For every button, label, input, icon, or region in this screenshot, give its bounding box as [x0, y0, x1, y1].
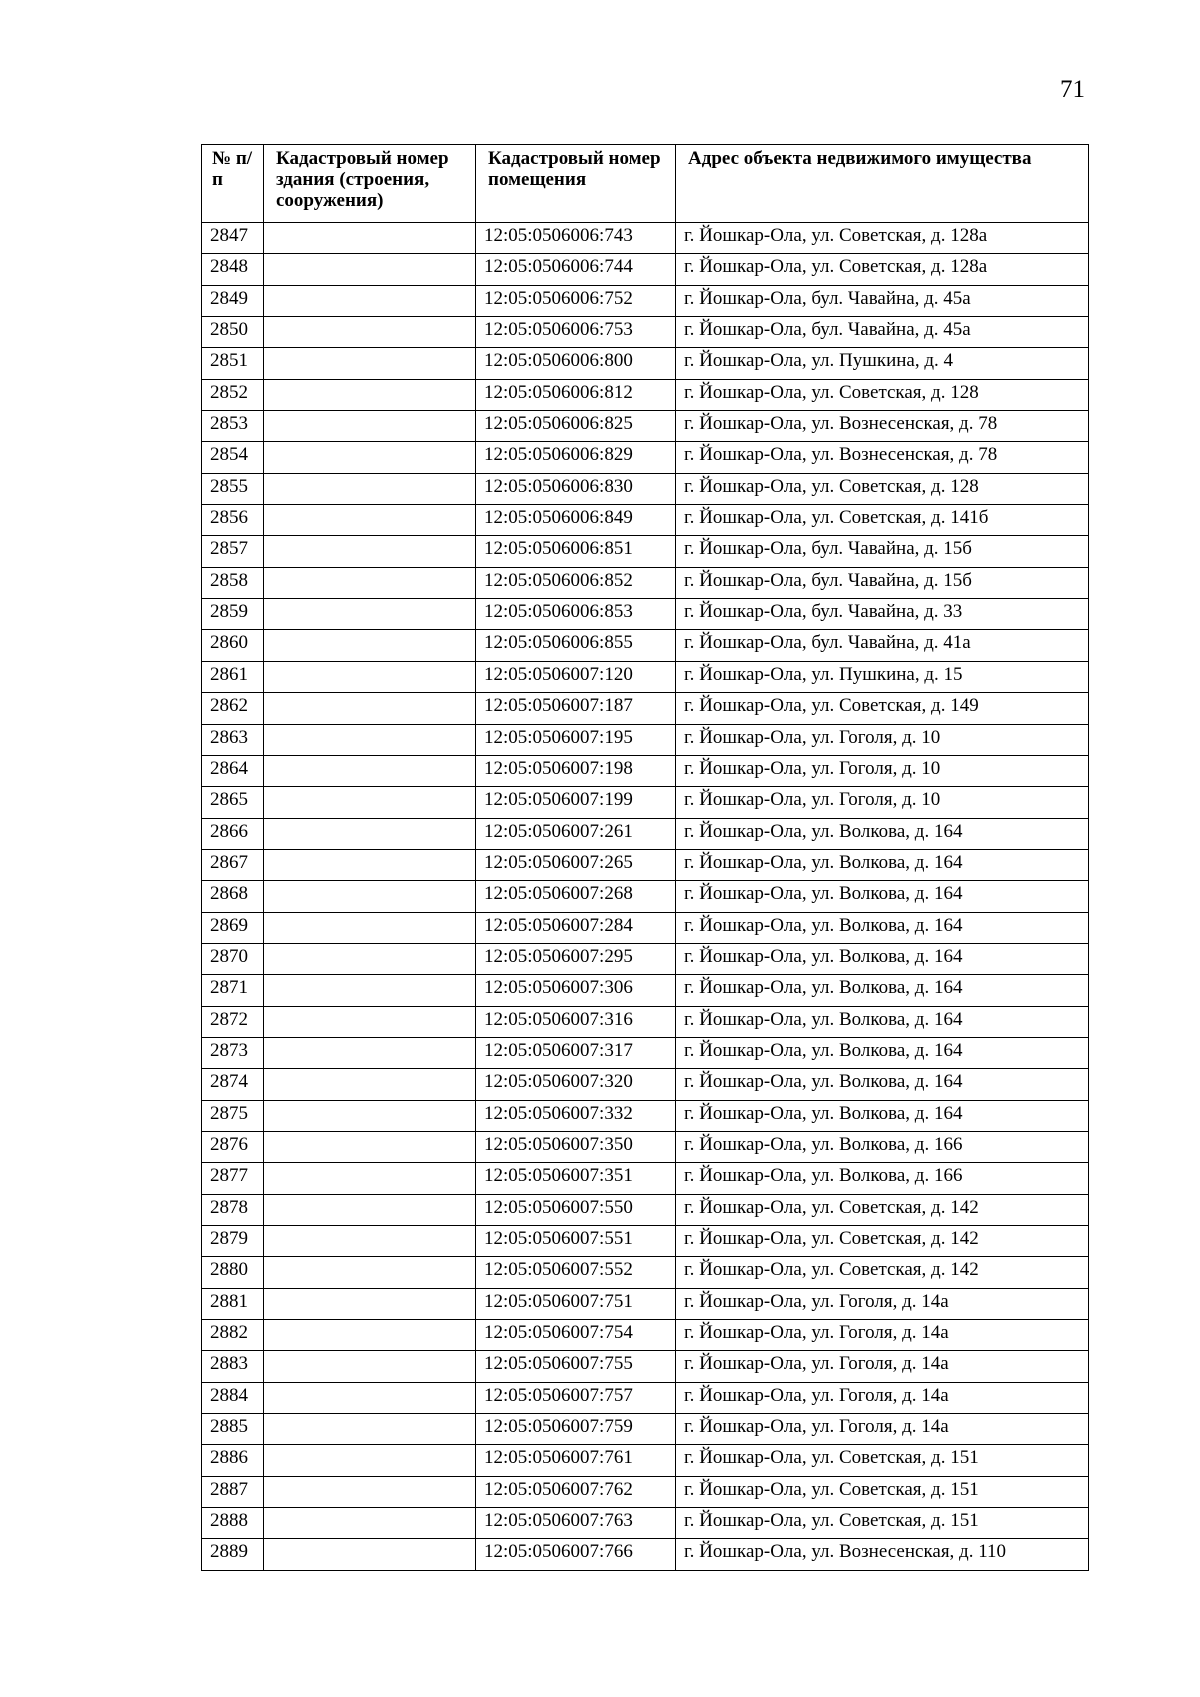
room-cadastral-cell: 12:05:0506007:763 — [476, 1508, 676, 1539]
table-row — [202, 317, 1089, 348]
building-cadastral-cell — [264, 254, 476, 285]
room-cadastral-cell: 12:05:0506006:812 — [476, 379, 676, 410]
room-cadastral-cell: 12:05:0506007:755 — [476, 1351, 676, 1382]
room-cadastral-cell: 12:05:0506007:284 — [476, 912, 676, 943]
building-cadastral-cell — [264, 1131, 476, 1162]
table-row — [202, 379, 1089, 410]
table-row — [202, 1445, 1089, 1476]
building-cadastral-cell — [264, 1257, 476, 1288]
building-cadastral-cell — [264, 630, 476, 661]
table-row — [202, 1382, 1089, 1413]
row-number-cell: 2867 — [202, 849, 264, 880]
address-cell: г. Йошкар-Ола, бул. Чавайна, д. 15б — [676, 567, 1089, 598]
row-number-cell: 2881 — [202, 1288, 264, 1319]
address-cell: г. Йошкар-Ола, ул. Советская, д. 128 — [676, 473, 1089, 504]
header-num: № п/п — [202, 145, 264, 223]
room-cadastral-cell: 12:05:0506007:317 — [476, 1037, 676, 1068]
table-row — [202, 1539, 1089, 1570]
row-number-cell: 2883 — [202, 1351, 264, 1382]
address-cell: г. Йошкар-Ола, ул. Волкова, д. 164 — [676, 818, 1089, 849]
address-cell: г. Йошкар-Ола, ул. Гоголя, д. 10 — [676, 787, 1089, 818]
room-cadastral-cell: 12:05:0506007:268 — [476, 881, 676, 912]
table-row — [202, 599, 1089, 630]
row-number-cell: 2852 — [202, 379, 264, 410]
row-number-cell: 2880 — [202, 1257, 264, 1288]
address-cell: г. Йошкар-Ола, ул. Волкова, д. 164 — [676, 1100, 1089, 1131]
address-cell: г. Йошкар-Ола, ул. Гоголя, д. 10 — [676, 724, 1089, 755]
room-cadastral-cell: 12:05:0506007:316 — [476, 1006, 676, 1037]
table-row — [202, 411, 1089, 442]
address-cell: г. Йошкар-Ола, ул. Советская, д. 141б — [676, 505, 1089, 536]
row-number-cell: 2868 — [202, 881, 264, 912]
table-row — [202, 1320, 1089, 1351]
address-cell: г. Йошкар-Ола, бул. Чавайна, д. 45а — [676, 285, 1089, 316]
address-cell: г. Йошкар-Ола, ул. Гоголя, д. 14а — [676, 1382, 1089, 1413]
address-cell: г. Йошкар-Ола, ул. Советская, д. 151 — [676, 1476, 1089, 1507]
table-row — [202, 724, 1089, 755]
room-cadastral-cell: 12:05:0506006:830 — [476, 473, 676, 504]
row-number-cell: 2884 — [202, 1382, 264, 1413]
building-cadastral-cell — [264, 1508, 476, 1539]
address-cell: г. Йошкар-Ола, ул. Вознесенская, д. 110 — [676, 1539, 1089, 1570]
room-cadastral-cell: 12:05:0506007:199 — [476, 787, 676, 818]
address-cell: г. Йошкар-Ола, ул. Волкова, д. 164 — [676, 943, 1089, 974]
address-cell: г. Йошкар-Ола, ул. Пушкина, д. 15 — [676, 661, 1089, 692]
header-address: Адрес объекта недвижимого имущества — [676, 145, 1089, 223]
address-cell: г. Йошкар-Ола, ул. Советская, д. 151 — [676, 1445, 1089, 1476]
row-number-cell: 2861 — [202, 661, 264, 692]
address-cell: г. Йошкар-Ола, ул. Волкова, д. 164 — [676, 1069, 1089, 1100]
row-number-cell: 2853 — [202, 411, 264, 442]
room-cadastral-cell: 12:05:0506007:261 — [476, 818, 676, 849]
row-number-cell: 2871 — [202, 975, 264, 1006]
header-room-cadastral: Кадастровый номер помещения — [476, 145, 676, 223]
building-cadastral-cell — [264, 442, 476, 473]
address-cell: г. Йошкар-Ола, ул. Волкова, д. 164 — [676, 881, 1089, 912]
room-cadastral-cell: 12:05:0506006:800 — [476, 348, 676, 379]
table-row — [202, 693, 1089, 724]
row-number-cell: 2857 — [202, 536, 264, 567]
room-cadastral-cell: 12:05:0506007:332 — [476, 1100, 676, 1131]
address-cell: г. Йошкар-Ола, ул. Советская, д. 142 — [676, 1257, 1089, 1288]
row-number-cell: 2862 — [202, 693, 264, 724]
room-cadastral-cell: 12:05:0506007:751 — [476, 1288, 676, 1319]
address-cell: г. Йошкар-Ола, ул. Гоголя, д. 10 — [676, 755, 1089, 786]
row-number-cell: 2879 — [202, 1226, 264, 1257]
address-cell: г. Йошкар-Ола, ул. Советская, д. 142 — [676, 1194, 1089, 1225]
table-row — [202, 787, 1089, 818]
room-cadastral-cell: 12:05:0506007:120 — [476, 661, 676, 692]
row-number-cell: 2873 — [202, 1037, 264, 1068]
building-cadastral-cell — [264, 379, 476, 410]
address-cell: г. Йошкар-Ола, ул. Гоголя, д. 14а — [676, 1320, 1089, 1351]
table-row — [202, 1288, 1089, 1319]
table-row — [202, 1257, 1089, 1288]
row-number-cell: 2865 — [202, 787, 264, 818]
page-number: 71 — [1060, 76, 1085, 103]
row-number-cell: 2854 — [202, 442, 264, 473]
room-cadastral-cell: 12:05:0506007:351 — [476, 1163, 676, 1194]
room-cadastral-cell: 12:05:0506006:852 — [476, 567, 676, 598]
building-cadastral-cell — [264, 348, 476, 379]
row-number-cell: 2864 — [202, 755, 264, 786]
room-cadastral-cell: 12:05:0506007:757 — [476, 1382, 676, 1413]
row-number-cell: 2874 — [202, 1069, 264, 1100]
room-cadastral-cell: 12:05:0506007:766 — [476, 1539, 676, 1570]
row-number-cell: 2877 — [202, 1163, 264, 1194]
table-row — [202, 818, 1089, 849]
table-row — [202, 567, 1089, 598]
table-row — [202, 285, 1089, 316]
address-cell: г. Йошкар-Ола, ул. Волкова, д. 164 — [676, 1037, 1089, 1068]
room-cadastral-cell: 12:05:0506006:849 — [476, 505, 676, 536]
table-row — [202, 505, 1089, 536]
address-cell: г. Йошкар-Ола, бул. Чавайна, д. 33 — [676, 599, 1089, 630]
building-cadastral-cell — [264, 473, 476, 504]
address-cell: г. Йошкар-Ола, ул. Волкова, д. 166 — [676, 1131, 1089, 1162]
row-number-cell: 2889 — [202, 1539, 264, 1570]
table-row — [202, 473, 1089, 504]
table-row — [202, 912, 1089, 943]
room-cadastral-cell: 12:05:0506006:855 — [476, 630, 676, 661]
building-cadastral-cell — [264, 818, 476, 849]
address-cell: г. Йошкар-Ола, бул. Чавайна, д. 45а — [676, 317, 1089, 348]
table-row — [202, 1037, 1089, 1068]
building-cadastral-cell — [264, 755, 476, 786]
building-cadastral-cell — [264, 787, 476, 818]
building-cadastral-cell — [264, 661, 476, 692]
building-cadastral-cell — [264, 1288, 476, 1319]
building-cadastral-cell — [264, 1539, 476, 1570]
building-cadastral-cell — [264, 1194, 476, 1225]
row-number-cell: 2863 — [202, 724, 264, 755]
room-cadastral-cell: 12:05:0506007:754 — [476, 1320, 676, 1351]
building-cadastral-cell — [264, 912, 476, 943]
room-cadastral-cell: 12:05:0506006:753 — [476, 317, 676, 348]
address-cell: г. Йошкар-Ола, ул. Пушкина, д. 4 — [676, 348, 1089, 379]
row-number-cell: 2888 — [202, 1508, 264, 1539]
address-cell: г. Йошкар-Ола, ул. Гоголя, д. 14а — [676, 1414, 1089, 1445]
address-cell: г. Йошкар-Ола, ул. Советская, д. 151 — [676, 1508, 1089, 1539]
table-row — [202, 1508, 1089, 1539]
room-cadastral-cell: 12:05:0506007:552 — [476, 1257, 676, 1288]
room-cadastral-cell: 12:05:0506006:851 — [476, 536, 676, 567]
address-cell: г. Йошкар-Ола, ул. Волкова, д. 166 — [676, 1163, 1089, 1194]
row-number-cell: 2851 — [202, 348, 264, 379]
property-registry-table — [201, 144, 1089, 1571]
table-row — [202, 223, 1089, 254]
table-row — [202, 1351, 1089, 1382]
row-number-cell: 2848 — [202, 254, 264, 285]
room-cadastral-cell: 12:05:0506007:295 — [476, 943, 676, 974]
room-cadastral-cell: 12:05:0506007:265 — [476, 849, 676, 880]
room-cadastral-cell: 12:05:0506007:187 — [476, 693, 676, 724]
table-row — [202, 755, 1089, 786]
table-row — [202, 1194, 1089, 1225]
row-number-cell: 2856 — [202, 505, 264, 536]
building-cadastral-cell — [264, 411, 476, 442]
table-row — [202, 661, 1089, 692]
row-number-cell: 2849 — [202, 285, 264, 316]
building-cadastral-cell — [264, 943, 476, 974]
address-cell: г. Йошкар-Ола, ул. Советская, д. 149 — [676, 693, 1089, 724]
room-cadastral-cell: 12:05:0506007:195 — [476, 724, 676, 755]
building-cadastral-cell — [264, 881, 476, 912]
row-number-cell: 2878 — [202, 1194, 264, 1225]
table-row — [202, 1226, 1089, 1257]
row-number-cell: 2876 — [202, 1131, 264, 1162]
table-row — [202, 1414, 1089, 1445]
room-cadastral-cell: 12:05:0506006:744 — [476, 254, 676, 285]
building-cadastral-cell — [264, 1414, 476, 1445]
building-cadastral-cell — [264, 1100, 476, 1131]
room-cadastral-cell: 12:05:0506007:306 — [476, 975, 676, 1006]
row-number-cell: 2875 — [202, 1100, 264, 1131]
building-cadastral-cell — [264, 1226, 476, 1257]
address-cell: г. Йошкар-Ола, ул. Волкова, д. 164 — [676, 1006, 1089, 1037]
room-cadastral-cell: 12:05:0506006:752 — [476, 285, 676, 316]
building-cadastral-cell — [264, 1069, 476, 1100]
building-cadastral-cell — [264, 693, 476, 724]
room-cadastral-cell: 12:05:0506007:350 — [476, 1131, 676, 1162]
building-cadastral-cell — [264, 1037, 476, 1068]
address-cell: г. Йошкар-Ола, ул. Советская, д. 128а — [676, 223, 1089, 254]
row-number-cell: 2869 — [202, 912, 264, 943]
table-row — [202, 1100, 1089, 1131]
room-cadastral-cell: 12:05:0506006:743 — [476, 223, 676, 254]
header-row — [202, 145, 1089, 223]
building-cadastral-cell — [264, 849, 476, 880]
room-cadastral-cell: 12:05:0506007:761 — [476, 1445, 676, 1476]
room-cadastral-cell: 12:05:0506007:759 — [476, 1414, 676, 1445]
row-number-cell: 2885 — [202, 1414, 264, 1445]
building-cadastral-cell — [264, 1351, 476, 1382]
address-cell: г. Йошкар-Ола, ул. Гоголя, д. 14а — [676, 1288, 1089, 1319]
building-cadastral-cell — [264, 975, 476, 1006]
building-cadastral-cell — [264, 599, 476, 630]
row-number-cell: 2886 — [202, 1445, 264, 1476]
building-cadastral-cell — [264, 1320, 476, 1351]
building-cadastral-cell — [264, 505, 476, 536]
table-row — [202, 975, 1089, 1006]
building-cadastral-cell — [264, 536, 476, 567]
room-cadastral-cell: 12:05:0506006:829 — [476, 442, 676, 473]
building-cadastral-cell — [264, 223, 476, 254]
building-cadastral-cell — [264, 1163, 476, 1194]
address-cell: г. Йошкар-Ола, ул. Вознесенская, д. 78 — [676, 411, 1089, 442]
table-row — [202, 442, 1089, 473]
row-number-cell: 2872 — [202, 1006, 264, 1037]
table-row — [202, 881, 1089, 912]
address-cell: г. Йошкар-Ола, бул. Чавайна, д. 41а — [676, 630, 1089, 661]
table-row — [202, 1131, 1089, 1162]
row-number-cell: 2847 — [202, 223, 264, 254]
room-cadastral-cell: 12:05:0506007:762 — [476, 1476, 676, 1507]
header-building-cadastral: Кадастровый номер здания (строения, сооружения) — [264, 145, 476, 223]
room-cadastral-cell: 12:05:0506007:198 — [476, 755, 676, 786]
row-number-cell: 2855 — [202, 473, 264, 504]
building-cadastral-cell — [264, 317, 476, 348]
row-number-cell: 2858 — [202, 567, 264, 598]
table-header — [202, 145, 1089, 223]
building-cadastral-cell — [264, 1445, 476, 1476]
address-cell: г. Йошкар-Ола, ул. Волкова, д. 164 — [676, 912, 1089, 943]
room-cadastral-cell: 12:05:0506007:320 — [476, 1069, 676, 1100]
table-body — [202, 223, 1089, 1571]
address-cell: г. Йошкар-Ола, ул. Гоголя, д. 14а — [676, 1351, 1089, 1382]
address-cell: г. Йошкар-Ола, ул. Вознесенская, д. 78 — [676, 442, 1089, 473]
room-cadastral-cell: 12:05:0506007:550 — [476, 1194, 676, 1225]
table-row — [202, 849, 1089, 880]
row-number-cell: 2866 — [202, 818, 264, 849]
table-row — [202, 254, 1089, 285]
table-row — [202, 630, 1089, 661]
table-row — [202, 943, 1089, 974]
building-cadastral-cell — [264, 567, 476, 598]
building-cadastral-cell — [264, 1006, 476, 1037]
table-row — [202, 1476, 1089, 1507]
address-cell: г. Йошкар-Ола, ул. Волкова, д. 164 — [676, 849, 1089, 880]
table-row — [202, 348, 1089, 379]
table-row — [202, 1006, 1089, 1037]
row-number-cell: 2882 — [202, 1320, 264, 1351]
room-cadastral-cell: 12:05:0506006:853 — [476, 599, 676, 630]
table-row — [202, 1069, 1089, 1100]
building-cadastral-cell — [264, 1382, 476, 1413]
building-cadastral-cell — [264, 285, 476, 316]
room-cadastral-cell: 12:05:0506006:825 — [476, 411, 676, 442]
building-cadastral-cell — [264, 724, 476, 755]
building-cadastral-cell — [264, 1476, 476, 1507]
table-row — [202, 536, 1089, 567]
row-number-cell: 2887 — [202, 1476, 264, 1507]
address-cell: г. Йошкар-Ола, ул. Советская, д. 128а — [676, 254, 1089, 285]
row-number-cell: 2850 — [202, 317, 264, 348]
address-cell: г. Йошкар-Ола, ул. Советская, д. 142 — [676, 1226, 1089, 1257]
row-number-cell: 2859 — [202, 599, 264, 630]
table-row — [202, 1163, 1089, 1194]
address-cell: г. Йошкар-Ола, ул. Советская, д. 128 — [676, 379, 1089, 410]
row-number-cell: 2860 — [202, 630, 264, 661]
address-cell: г. Йошкар-Ола, ул. Волкова, д. 164 — [676, 975, 1089, 1006]
address-cell: г. Йошкар-Ола, бул. Чавайна, д. 15б — [676, 536, 1089, 567]
row-number-cell: 2870 — [202, 943, 264, 974]
room-cadastral-cell: 12:05:0506007:551 — [476, 1226, 676, 1257]
